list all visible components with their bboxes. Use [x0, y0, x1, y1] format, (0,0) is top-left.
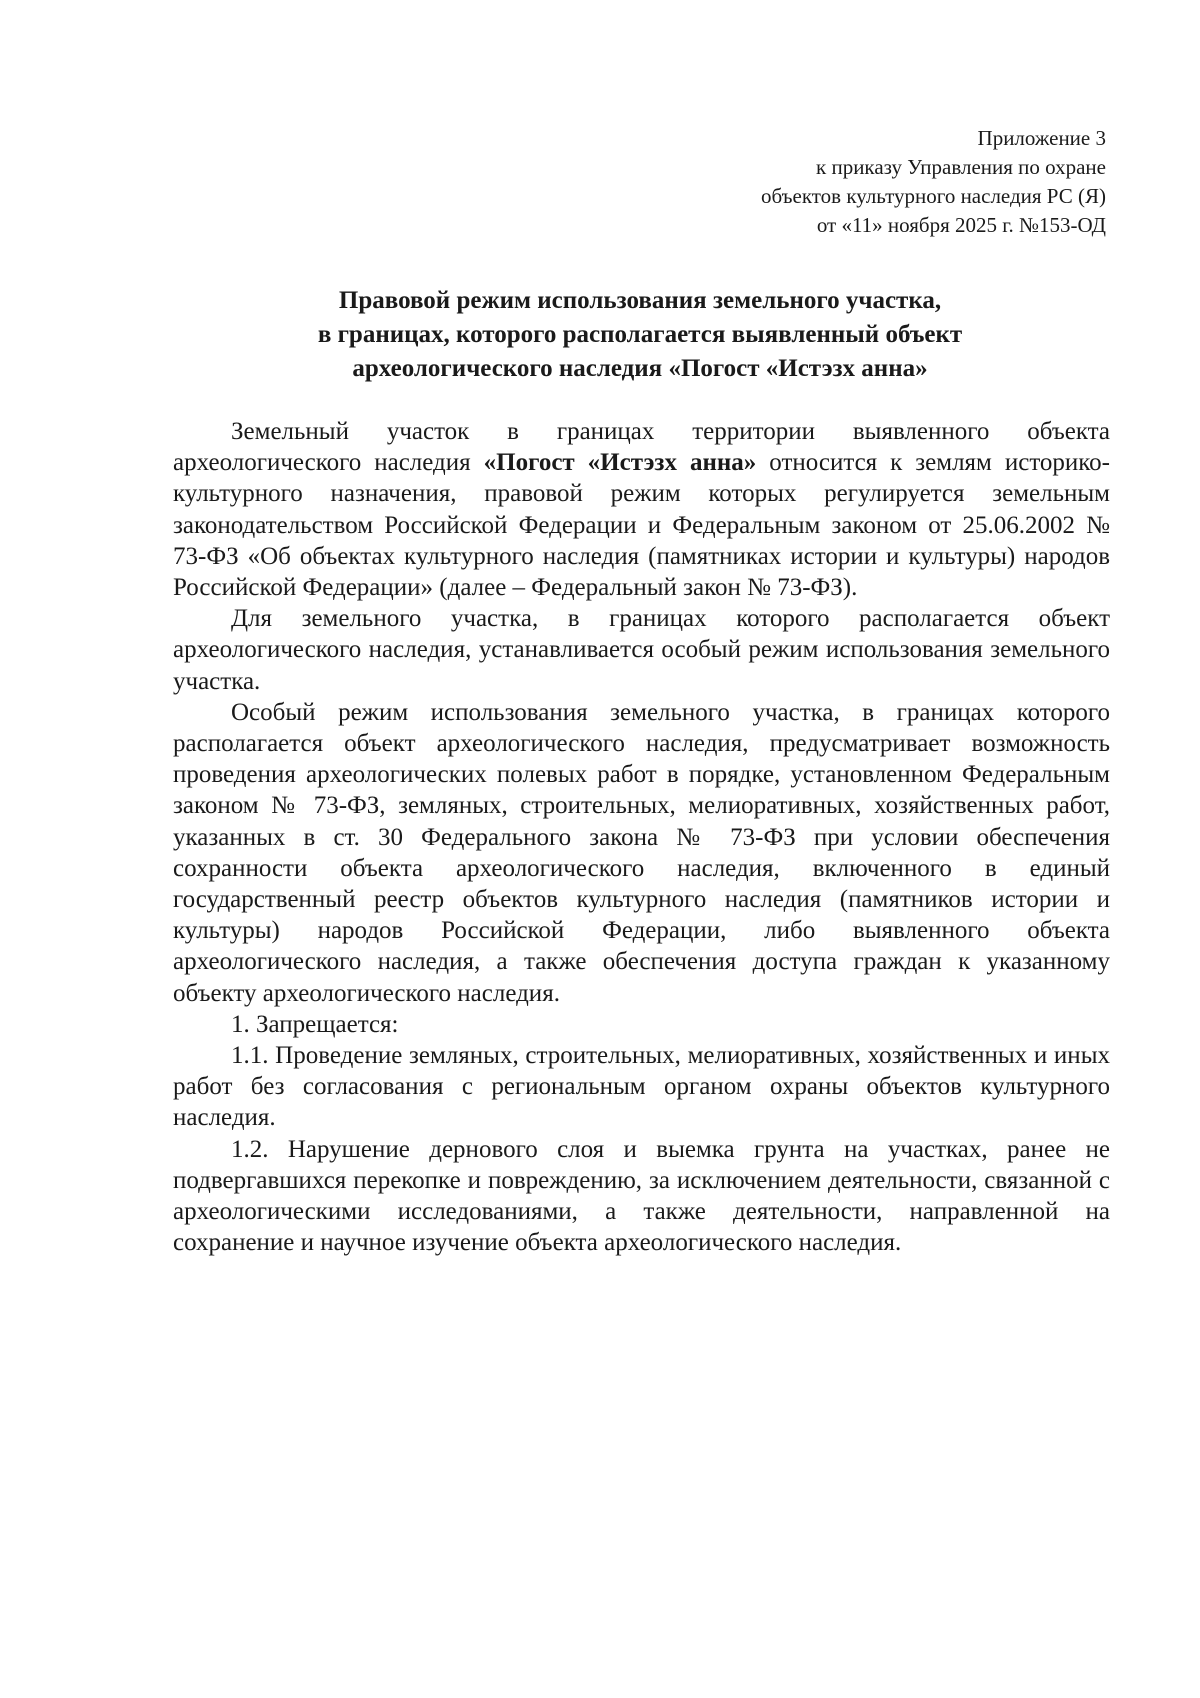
document-title	[170, 284, 1110, 386]
appendix-header	[586, 124, 1106, 240]
appendix-authority: объектов культурного наследия РС (Я)	[761, 184, 1106, 208]
title-line-1: Правовой режим использования земельного участка,	[338, 287, 942, 314]
document-body	[173, 416, 1110, 1258]
paragraph-item-1-1: 1.1. Проведение земляных, строительных, мелиоративных, хозяйственных и иных работ без согласования с региональным органом охраны объектов культурного наследия.	[173, 1042, 1110, 1132]
object-name-bold: «Погост «Истэзх анна»	[483, 449, 757, 477]
title-line-2: в границах, которого располагается выявленный объект	[317, 321, 963, 348]
paragraph-regime-details: Особый режим использования земельного участка, в границах которого располагается объект археологического наследия, предусматривает возможность проведения археологических полевых работ в порядке, установленном Федеральным законом № 73-ФЗ, земляных, строительных, мелиоративных, хозяйственных работ, указанных в ст. 30 Федерального закона № 73-ФЗ при условии обеспечения сохранности объекта археологического наследия, включенного в единый государственный реестр объектов культурного наследия (памятников истории и культуры) народов Российской Федерации, либо выявленного объекта археологического наследия, а также обеспечения доступа граждан к указанному объекту археологического наследия.	[173, 698, 1110, 1007]
appendix-order-date: от «11» ноября 2025 г. №153-ОД	[816, 213, 1106, 237]
appendix-number: Приложение 3	[977, 126, 1106, 150]
paragraph-prohibited-heading: 1. Запрещается:	[231, 1010, 399, 1038]
appendix-order-reference: к приказу Управления по охране	[816, 155, 1106, 179]
paragraph-item-1-2: 1.2. Нарушение дернового слоя и выемка грунта на участках, ранее не подвергавшихся перекопке и повреждению, за исключением деятельности, связанной с археологическими исследованиями, а также деятельности, направленной на сохранение и научное изучение объекта археологического наследия.	[173, 1135, 1110, 1257]
paragraph-land-plot-intro: Земельный участок в границах территории выявленного объекта археологического наследия	[173, 418, 1110, 477]
paragraph-special-regime: Для земельного участка, в границах которого располагается объект археологического наследия, устанавливается особый режим использования земельного участка.	[173, 605, 1110, 695]
paragraph-land-plot	[173, 416, 1110, 603]
title-line-3: археологического наследия «Погост «Истэзх анна»	[352, 355, 928, 382]
paragraph-land-plot-rest: относится к землям историко-культурного назначения, правовой режим которых регулируется земельным законодательством Российской Федерации и Федеральным законом от 25.06.2002 № 73-ФЗ «Об объектах культурного наследия (памятниках истории и культуры) народов Российской Федерации» (далее – Федеральный закон № 73-ФЗ).	[173, 449, 1111, 602]
